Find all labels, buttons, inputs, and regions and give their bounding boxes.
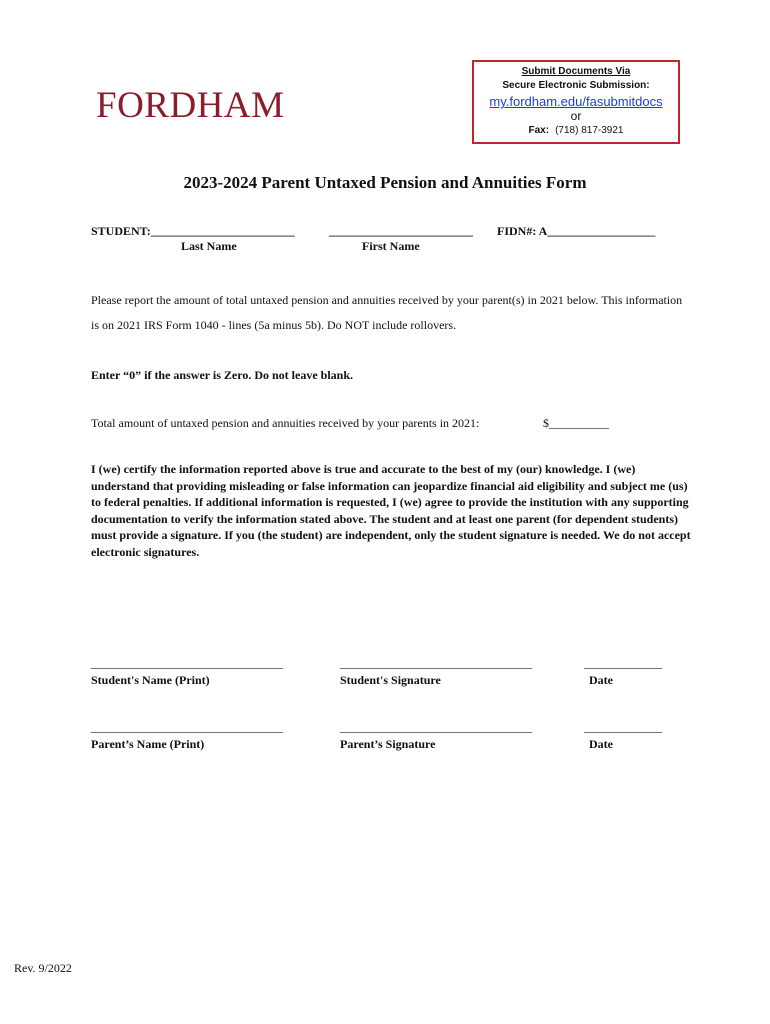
- zero-note: Enter “0” if the answer is Zero. Do not leave blank.: [91, 368, 354, 382]
- parent-signature-line[interactable]: ________________________________: [340, 720, 532, 734]
- parent-name-caption: Parent’s Name (Print): [91, 737, 205, 751]
- parent-date-line[interactable]: _____________: [584, 720, 662, 734]
- form-title: 2023-2024 Parent Untaxed Pension and Annuities Form: [183, 173, 587, 192]
- student-date-caption: Date: [589, 673, 613, 687]
- parent-name-line[interactable]: ________________________________: [91, 720, 283, 734]
- fax-label: Fax:: [528, 125, 550, 136]
- submit-docs-link[interactable]: my.fordham.edu/fasubmitdocs: [489, 94, 663, 109]
- parent-signature-caption: Parent’s Signature: [340, 737, 436, 751]
- submit-documents-box: [472, 60, 680, 144]
- total-amount-field[interactable]: $__________: [543, 416, 609, 430]
- parent-date-caption: Date: [589, 737, 613, 751]
- certification-statement: I (we) certify the information reported above is true and accurate to the best of my (our) knowledge. I (we) understand that providing misleading or false information can jeopardize financial aid eligibility and subject me (us) to federal penalties. If additional information is requested, I (we) agree to provide the institution with any supporting documentation to verify the information stated above. The student and at least one parent (for dependent students) must provide a signature. If you (the student) are independent, only the student signature is needed. We do not accept electronic signatures.: [91, 462, 691, 559]
- first-name-caption: First Name: [362, 239, 420, 253]
- student-name-caption: Student's Name (Print): [91, 673, 210, 687]
- submit-box-or: or: [570, 109, 582, 123]
- last-name-caption: Last Name: [181, 239, 237, 253]
- fidn-field[interactable]: FIDN#: A__________________: [497, 224, 656, 238]
- fordham-logo: FORDHAM: [96, 85, 285, 126]
- submit-box-title: Submit Documents Via: [521, 66, 631, 77]
- total-amount-label: Total amount of untaxed pension and annuities received by your parents in 2021:: [91, 416, 480, 430]
- student-date-line[interactable]: _____________: [584, 656, 662, 670]
- fax-line: [474, 125, 678, 136]
- instructions: [91, 288, 721, 338]
- instructions-line-2: is on 2021 IRS Form 1040 - lines (5a minus 5b). Do NOT include rollovers.: [91, 318, 457, 332]
- fax-number: (718) 817-3921: [555, 125, 624, 136]
- instructions-line-1: Please report the amount of total untaxed pension and annuities received by your parent(s) in 2021 below. This information: [91, 293, 683, 307]
- student-signature-caption: Student's Signature: [340, 673, 441, 687]
- student-last-name-field[interactable]: STUDENT:________________________: [91, 224, 295, 238]
- student-signature-line[interactable]: ________________________________: [340, 656, 532, 670]
- submit-box-subtitle: Secure Electronic Submission:: [502, 80, 650, 91]
- student-first-name-field[interactable]: ________________________: [329, 224, 473, 238]
- student-name-line[interactable]: ________________________________: [91, 656, 283, 670]
- revision-note: Rev. 9/2022: [14, 961, 72, 975]
